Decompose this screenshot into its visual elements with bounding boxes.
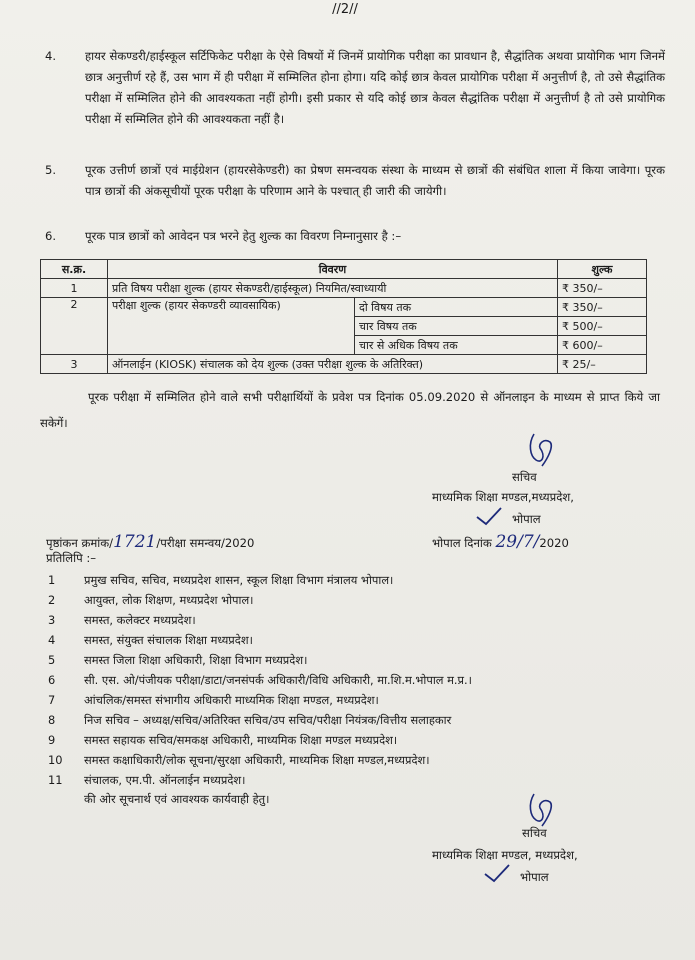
table-row xyxy=(41,355,647,374)
tick-mark-icon xyxy=(474,505,504,527)
tick-mark-icon xyxy=(482,862,512,884)
copy-heading: प्रतिलिपि :– xyxy=(46,551,97,565)
row-fee: ₹ 350/– xyxy=(558,279,647,298)
copy-closing: की ओर सूचनार्थ एवं आवश्यक कार्यवाही हेतु। xyxy=(84,792,270,806)
point-number: 4. xyxy=(45,49,57,63)
signature-2-city: भोपाल xyxy=(520,870,549,884)
fee-table xyxy=(40,259,647,374)
row-fee: ₹ 600/– xyxy=(558,336,647,355)
row-details: परीक्षा शुल्क (हायर सेकण्डरी व्यावसायिक) xyxy=(108,298,355,355)
table-row xyxy=(41,298,647,317)
header-details: विवरण xyxy=(108,260,558,279)
list-item: 2 आयुक्त, लोक शिक्षण, मध्यप्रदेश भोपाल। xyxy=(48,593,254,607)
header-fee: शुल्क xyxy=(558,260,647,279)
row-sno: 3 xyxy=(41,355,108,374)
list-item: 5 समस्त जिला शिक्षा अधिकारी, शिक्षा विभाग मध्यप्रदेश। xyxy=(48,653,308,667)
row-sno: 2 xyxy=(41,298,108,355)
table-header-row xyxy=(41,260,647,279)
list-item: 7 आंचलिक/समस्त संभागीय अधिकारी माध्यमिक शिक्षा मण्डल, मध्यप्रदेश। xyxy=(48,693,379,707)
endorsement-prefix: पृष्ठांकन क्रमांक/ xyxy=(46,536,114,550)
list-item: 1 प्रमुख सचिव, सचिव, मध्यप्रदेश शासन, स्कूल शिक्षा विभाग मंत्रालय भोपाल। xyxy=(48,573,394,587)
point-text: पूरक उत्तीर्ण छात्रों एवं माईग्रेशन (हायरसेकेण्डरी) का प्रेषण समन्वयक संस्था के माध्यम से छात्रों की संबंधित शाला में किया जावेगा। पूरक पात्र छात्रों की अंकसूचीयों पूरक परीक्षा के परिणाम आने के पश्चात् ही जारी की जायेगी। xyxy=(85,163,665,198)
row-fee: ₹ 350/– xyxy=(558,298,647,317)
signature-1-title: सचिव xyxy=(512,470,537,484)
row-sub-label: दो विषय तक xyxy=(355,298,558,317)
row-details: ऑनलाईन (KIOSK) संचालक को देय शुल्क (उक्त परीक्षा शुल्क के अतिरिक्त) xyxy=(108,355,558,374)
point-4 xyxy=(45,46,665,130)
list-item: 4 समस्त, संयुक्त संचालक शिक्षा मध्यप्रदेश। xyxy=(48,633,253,647)
table-row xyxy=(41,279,647,298)
signature-scribble-icon xyxy=(520,430,570,472)
page-number-marker: //2// xyxy=(332,2,358,17)
signature-1-org: माध्यमिक शिक्षा मण्डल,मध्यप्रदेश, xyxy=(432,490,574,504)
closing-paragraph: पूरक परीक्षा में सम्मिलित होने वाले सभी परीक्षार्थियों के प्रवेश पत्र दिनांक 05.09.2020 से ऑनलाइन के माध्यम से प्राप्त किये जा सकेगें। xyxy=(40,390,660,430)
point-number: 6. xyxy=(45,229,57,243)
point-number: 5. xyxy=(45,163,57,177)
endorsement-hand-number: 1721 xyxy=(113,532,157,552)
header-sno: स.क्र. xyxy=(41,260,108,279)
list-item: 3 समस्त, कलेक्टर मध्यप्रदेश। xyxy=(48,613,196,627)
date-year: 2020 xyxy=(539,536,569,550)
row-sub-label: चार विषय तक xyxy=(355,317,558,336)
row-fee: ₹ 500/– xyxy=(558,317,647,336)
point-5 xyxy=(45,160,665,202)
list-item: 9 समस्त सहायक सचिव/समकक्ष अधिकारी, माध्यमिक शिक्षा मण्डल मध्यप्रदेश। xyxy=(48,733,398,747)
signature-2-org: माध्यमिक शिक्षा मण्डल, मध्यप्रदेश, xyxy=(432,848,578,862)
copy-list xyxy=(48,570,668,800)
row-sub-label: चार से अधिक विषय तक xyxy=(355,336,558,355)
date-handwritten: 29/7/ xyxy=(495,532,540,552)
row-fee: ₹ 25/– xyxy=(558,355,647,374)
list-item: 6 सी. एस. ओ/पंजीयक परीक्षा/डाटा/जनसंपर्क अधिकारी/विधि अधिकारी, मा.शि.म.भोपाल म.प्र.। xyxy=(48,673,472,687)
endorsement-suffix: /परीक्षा समन्वय/2020 xyxy=(156,536,255,550)
point-text: पूरक पात्र छात्रों को आवेदन पत्र भरने हेतु शुल्क का विवरण निम्नानुसार है :– xyxy=(85,229,402,243)
signature-2-title: सचिव xyxy=(522,826,547,840)
endorsement-date xyxy=(432,532,569,552)
point-text: हायर सेकण्डरी/हाईस्कूल सर्टिफिकेट परीक्षा के ऐसे विषयों में जिनमें प्रायोगिक परीक्षा का प्रावधान है, सैद्धांतिक अथवा प्रायोगिक भाग जिनमें छात्र अनुत्तीर्ण रहे हैं, उस भाग में ही परीक्षा में सम्मिलित होना होगा। यदि कोई छात्र केवल प्रायोगिक परीक्षा में अनुत्तीर्ण है, तो उसे सैद्धांतिक परीक्षा में सम्मिलित होने की आवश्यकता नहीं होगी। इसी प्रकार से यदि कोई छात्र केवल सैद्धांतिक परीक्षा में अनुत्तीर्ण है तो उसे प्रायोगिक परीक्षा में सम्मिलित होने की आवश्यकता नहीं है। xyxy=(85,49,665,126)
row-details: प्रति विषय परीक्षा शुल्क (हायर सेकण्डरी/हाईस्कूल) नियमित/स्वाध्यायी xyxy=(108,279,558,298)
list-item: 8 निज सचिव – अध्यक्ष/सचिव/अतिरिक्त सचिव/उप सचिव/परीक्षा नियंत्रक/वित्तीय सलाहकार xyxy=(48,713,452,727)
list-item: 11 संचालक, एम.पी. ऑनलाईन मध्यप्रदेश। xyxy=(48,773,246,787)
endorsement-number xyxy=(46,532,254,552)
signature-1-city: भोपाल xyxy=(512,512,541,526)
point-6 xyxy=(45,226,665,247)
list-item: 10 समस्त कक्षाधिकारी/लोक सूचना/सुरक्षा अधिकारी, माध्यमिक शिक्षा मण्डल,मध्यप्रदेश। xyxy=(48,753,430,767)
date-prefix: भोपाल दिनांक xyxy=(432,536,492,550)
row-sno: 1 xyxy=(41,279,108,298)
